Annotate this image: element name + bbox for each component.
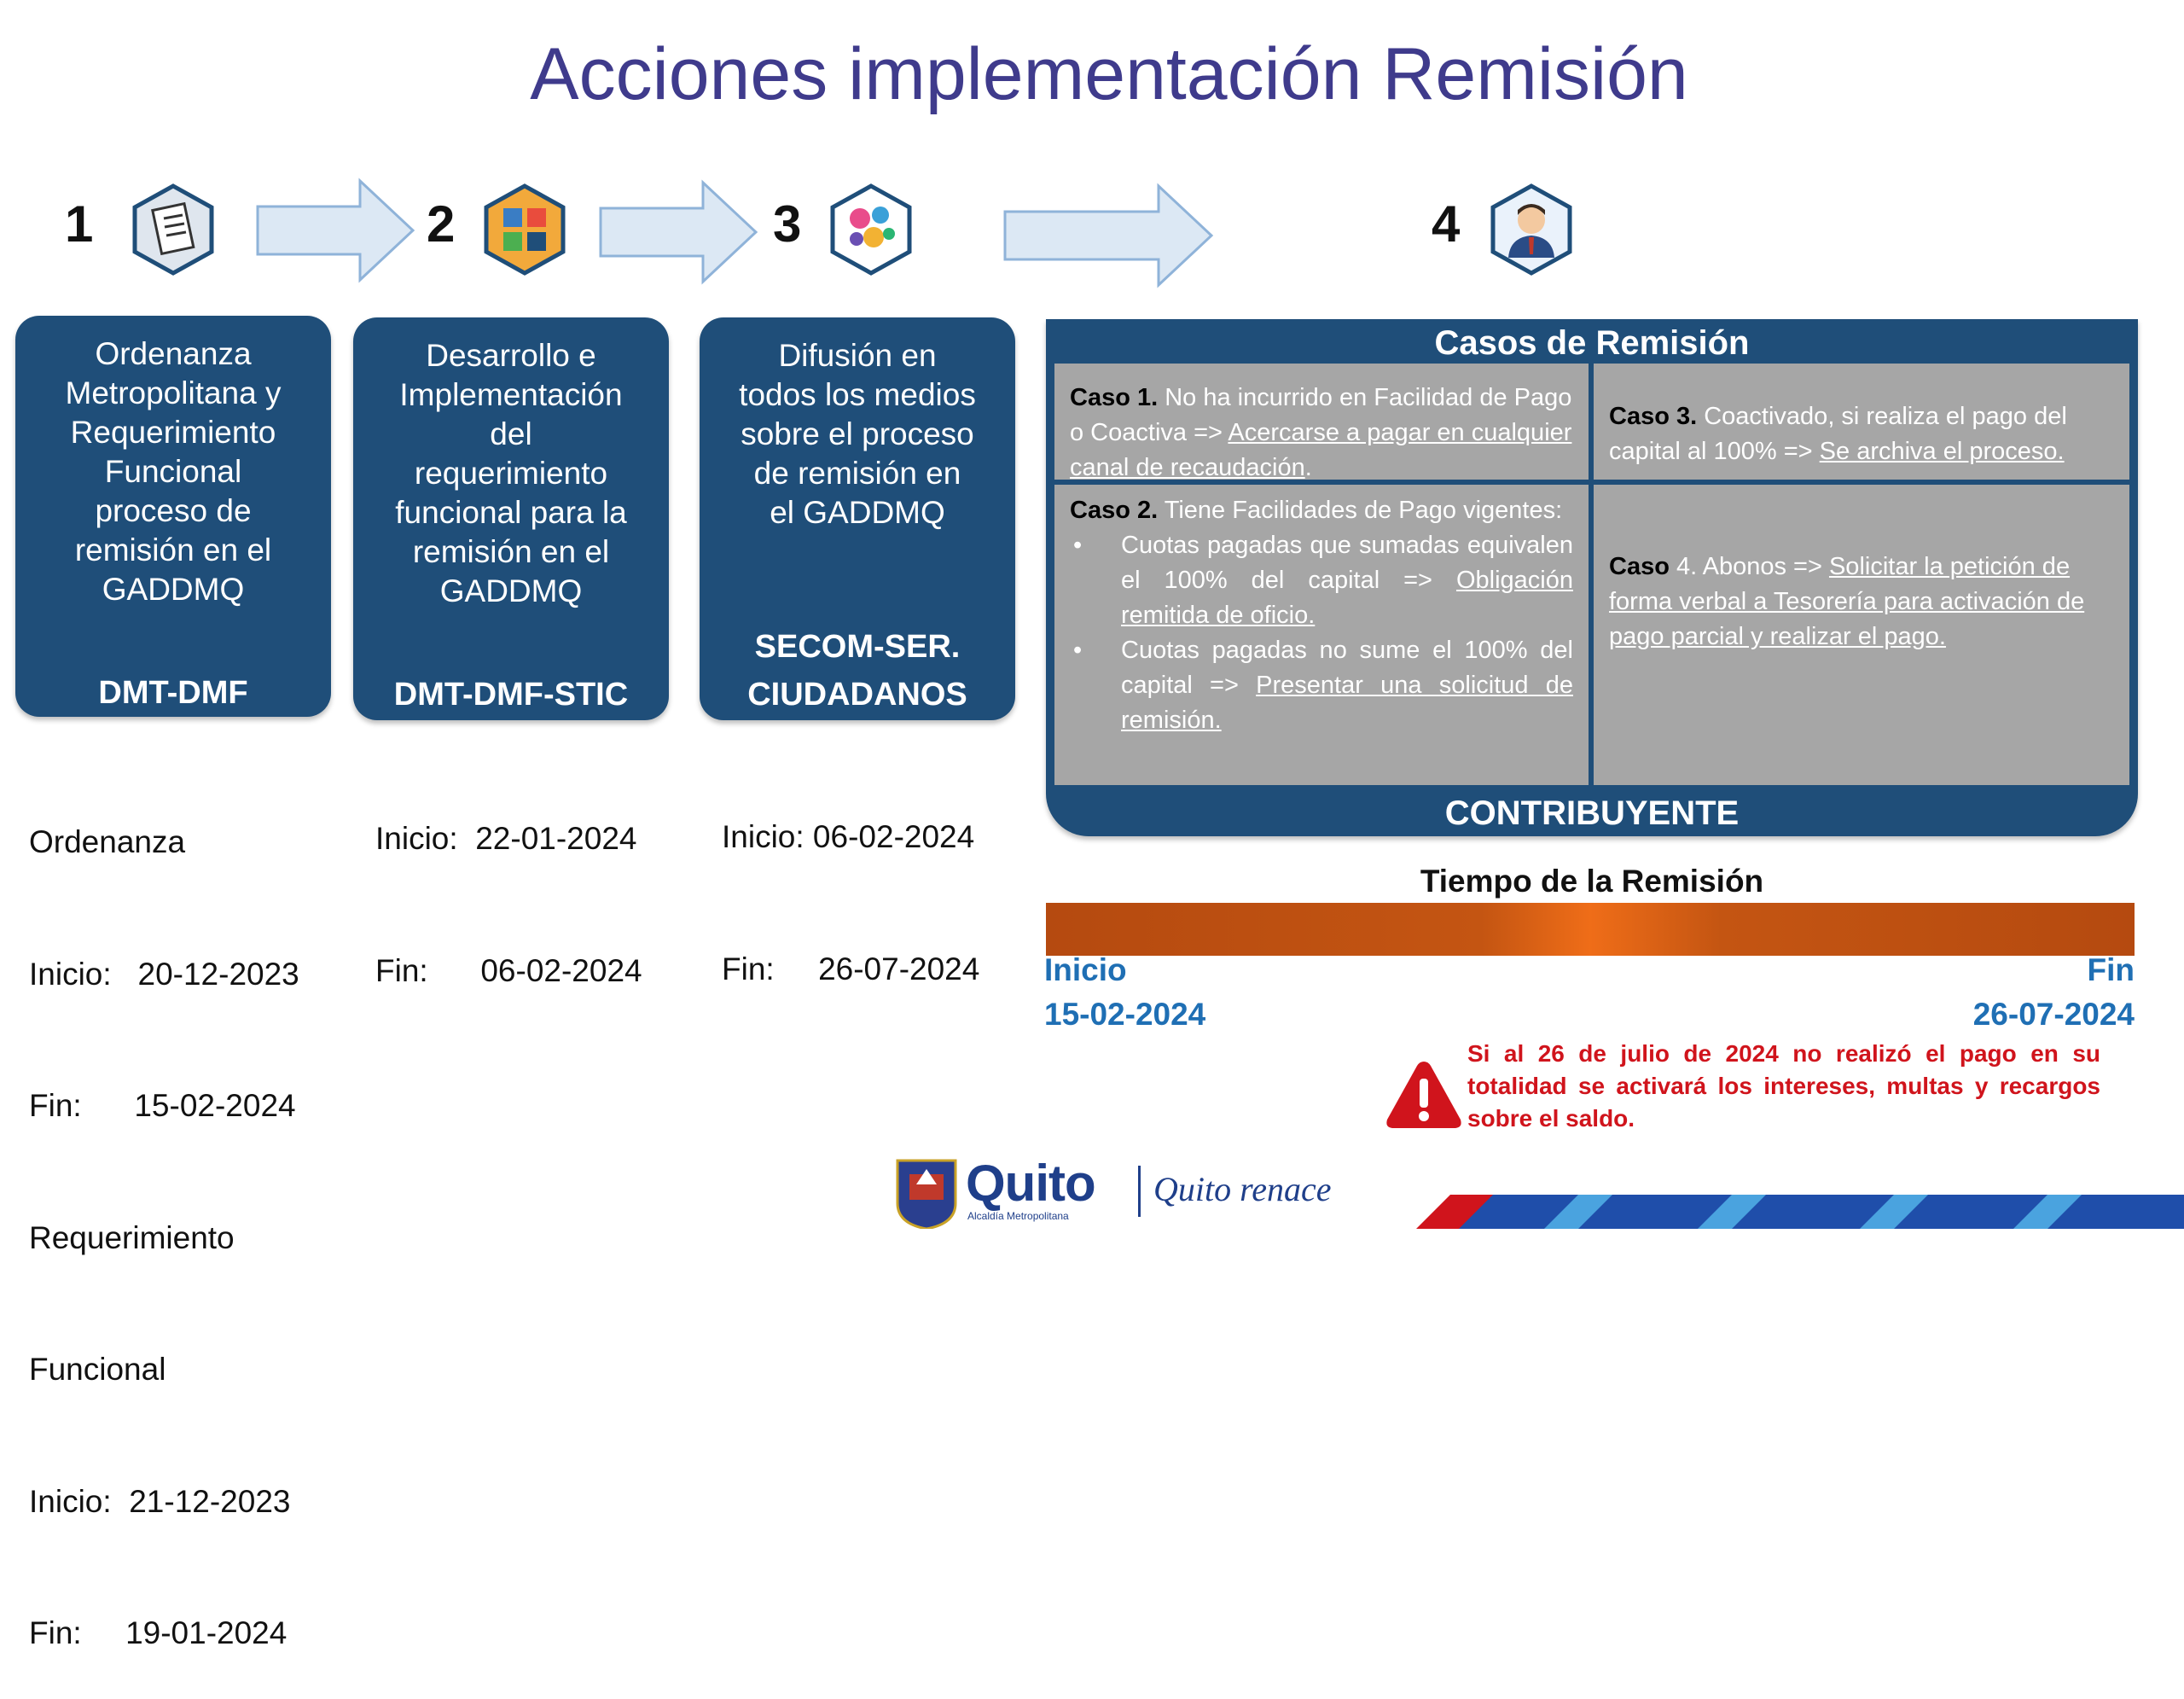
step-2-line: Implementación (399, 377, 623, 412)
step-3-line: Difusión en (778, 338, 937, 373)
decorative-banner-shapes (1416, 1193, 2184, 1229)
step-2-line: remisión en el (412, 534, 610, 569)
step-3-line: de remisión en (753, 456, 961, 491)
step-2-line: funcional para la (395, 495, 627, 530)
cases-footer: CONTRIBUYENTE (1444, 794, 1740, 832)
step-1-line: GADDMQ (102, 572, 245, 607)
taxpayer-person-icon (1484, 183, 1578, 276)
timeline-title: Tiempo de la Remisión (1420, 864, 1764, 899)
step-3-line: sobre el proceso (741, 416, 974, 451)
date-line: Inicio: 06-02-2024 (722, 819, 975, 854)
step-3-dates (722, 727, 979, 1035)
step-1-line: Funcional (104, 454, 242, 489)
step-2-description (370, 336, 652, 611)
step-2-dates (375, 729, 642, 1037)
case-3-text: Coactivado, si realiza el pago del capital al 100% => (1609, 403, 2067, 465)
quito-coat-of-arms-logo (894, 1157, 959, 1229)
step-1-owner: DMT-DMF (98, 675, 248, 711)
timeline-start-label: Inicio (1044, 952, 1127, 987)
page-title: Acciones implementación Remisión (530, 33, 1688, 115)
step-number-1: 1 (65, 195, 94, 253)
case-3-label: Caso 3. (1609, 403, 1698, 430)
case-4-action: Solicitar la petición de forma verbal a Tesorería para activación de pago parcial y realizar el pago. (1609, 553, 2085, 650)
step-3-owner-line: CIUDADANOS (747, 677, 967, 713)
logo-divider (1138, 1166, 1141, 1217)
arrow-right-icon (1003, 183, 1215, 288)
step-2-owner: DMT-DMF-STIC (393, 677, 629, 713)
date-line: Ordenanza (29, 824, 186, 859)
document-icon (126, 183, 220, 276)
cases-title: Casos de Remisión (1434, 324, 1750, 362)
case-2-bullet-2 (1121, 633, 1573, 738)
step-1-line: Metropolitana y (65, 375, 282, 410)
step-3-line: el GADDMQ (770, 495, 945, 530)
quito-logo-subtitle: Alcaldía Metropolitana (967, 1210, 1069, 1222)
case-4-cell (1594, 485, 2129, 785)
development-icon (478, 183, 572, 276)
step-2-line: Desarrollo e (426, 338, 596, 373)
timeline-bar (1046, 903, 2135, 956)
date-line: Requerimiento (29, 1219, 235, 1255)
step-2-line: del (490, 416, 532, 451)
case-2-cell (1054, 485, 1589, 785)
case-2-label: Caso 2. (1070, 497, 1159, 524)
cases-panel (1046, 319, 2138, 836)
media-icon (824, 183, 918, 276)
case-4-text: 4. Abonos => (1669, 553, 1829, 580)
warning-text: Si al 26 de julio de 2024 no realizó el pago en su totalidad se activará los intereses, multas y recargos sobre el saldo. (1467, 1040, 2100, 1132)
step-3-description (717, 336, 998, 532)
step-2-line: GADDMQ (439, 573, 583, 608)
case-1-end: . (1304, 454, 1312, 481)
warning-icon (1384, 1058, 1464, 1132)
step-1-line: remisión en el (74, 532, 272, 567)
step-number-3: 3 (773, 195, 802, 253)
slogan: Quito renace (1153, 1170, 1332, 1208)
arrow-right-icon (599, 179, 759, 285)
step-number-4: 4 (1432, 195, 1461, 253)
date-line: Inicio: 22-01-2024 (375, 821, 637, 856)
date-line: Inicio: 21-12-2023 (29, 1483, 291, 1519)
case-2-list (1070, 528, 1573, 738)
date-line: Fin: 15-02-2024 (29, 1088, 296, 1123)
date-line: Fin: 06-02-2024 (375, 952, 642, 988)
step-1-line: Ordenanza (95, 336, 252, 371)
case-1-text: No ha incurrido en Facilidad de Pago o Coactiva => (1070, 384, 1572, 446)
case-1-cell (1054, 364, 1589, 480)
case-2-bullet-2-action: Presentar una solicitud de remisión. (1121, 672, 1573, 734)
case-3-action: Se archiva el proceso. (1819, 438, 2065, 465)
date-line: Fin: 26-07-2024 (722, 951, 980, 986)
case-2-bullet-1-text: Cuotas pagadas que sumadas equivalen el 100% del capital => (1121, 532, 1573, 594)
step-1-line: Requerimiento (70, 415, 276, 450)
case-4-label: Caso (1609, 553, 1670, 580)
step-3-owner (700, 623, 1015, 719)
timeline-end-label: Fin (2087, 952, 2135, 987)
step-3-line: todos los medios (739, 377, 976, 412)
step-1-dates (29, 732, 299, 1699)
case-2-text: Tiene Facilidades de Pago vigentes: (1158, 497, 1563, 524)
case-2-bullet-1 (1121, 528, 1573, 633)
date-line: Inicio: 20-12-2023 (29, 956, 299, 992)
step-number-2: 2 (427, 195, 456, 253)
date-line: Funcional (29, 1352, 166, 1387)
quito-logo-text: Quito (966, 1155, 1095, 1212)
step-3-box (700, 317, 1015, 720)
step-2-box (353, 317, 669, 720)
case-2-bullet-2-text: Cuotas pagadas no sume el 100% del capital => (1121, 637, 1573, 699)
step-2-line: requerimiento (414, 456, 608, 491)
date-line: Fin: 19-01-2024 (29, 1615, 288, 1650)
case-3-cell (1594, 364, 2129, 480)
step-1-line: proceso de (95, 493, 252, 528)
arrow-right-icon (256, 177, 416, 283)
timeline-start-date: 15-02-2024 (1044, 997, 1206, 1032)
step-3-owner-line: SECOM-SER. (754, 629, 961, 665)
case-1-action: Acercarse a pagar en cualquier canal de recaudación (1070, 419, 1572, 481)
timeline-end-date: 26-07-2024 (1972, 997, 2135, 1032)
case-1-label: Caso 1. (1070, 384, 1159, 411)
case-2-bullet-1-action: Obligación remitida de oficio. (1121, 567, 1573, 629)
step-1-description (32, 335, 314, 609)
step-1-box (15, 316, 331, 717)
